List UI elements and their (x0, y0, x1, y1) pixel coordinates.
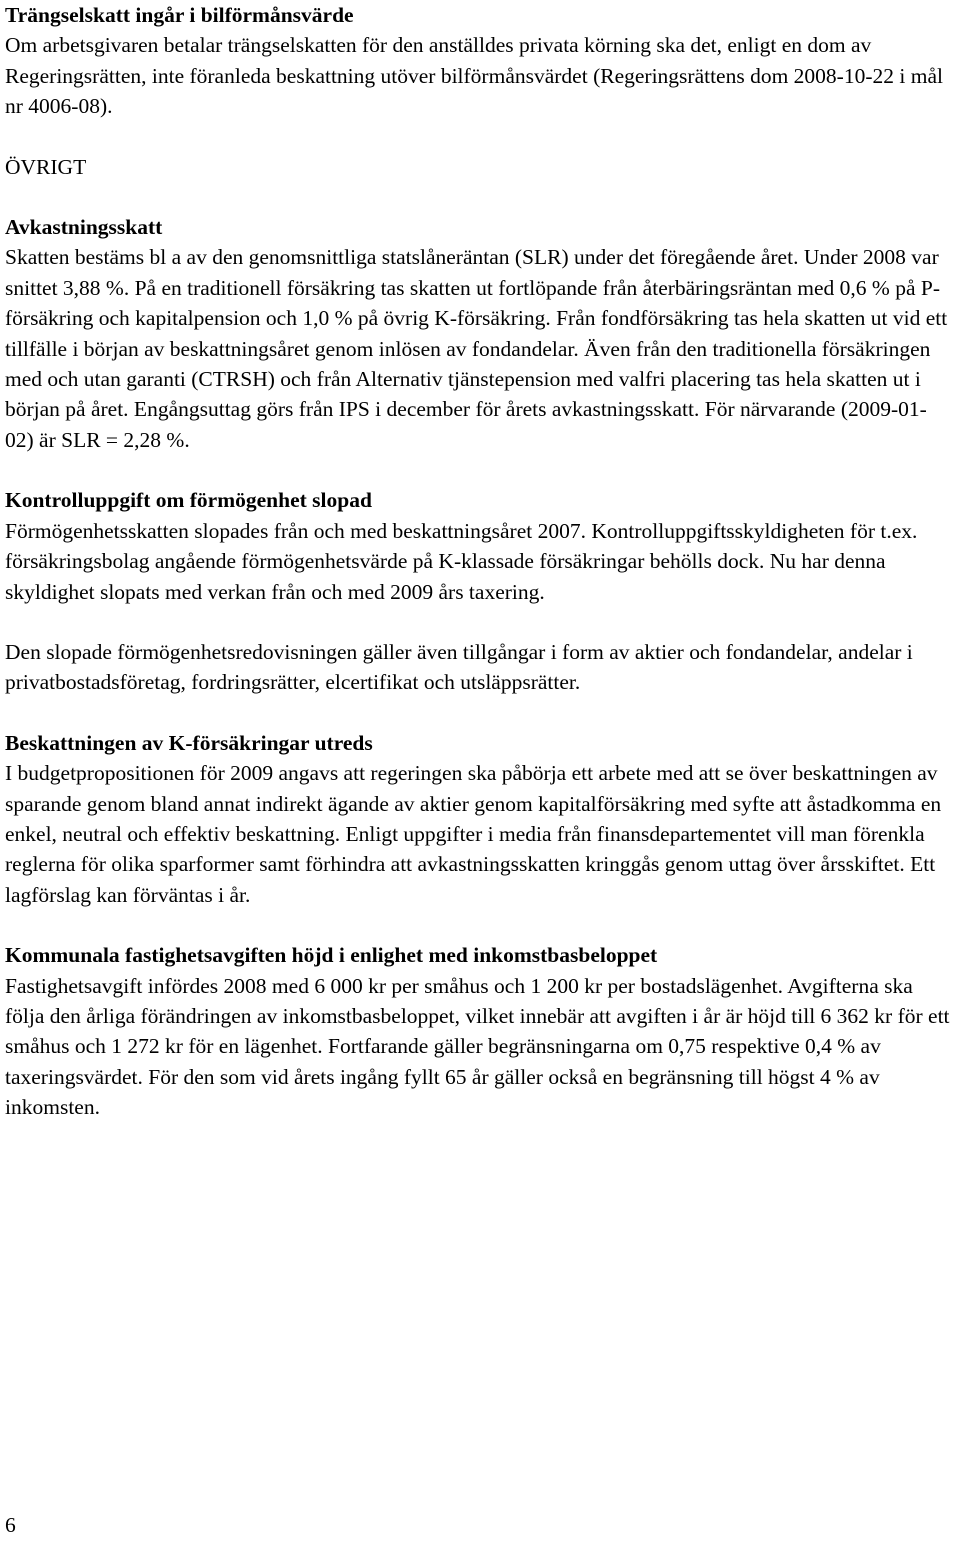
spacer (5, 698, 953, 728)
section-body: Fastighetsavgift infördes 2008 med 6 000 kr per småhus och 1 200 kr per bostadslägenhet. Avgifterna ska följa den årliga förändringen av inkomstbasbeloppet, vilket innebär att avgiften i år är höjd till 6 362 kr för ett småhus och 1 272 kr för en lägenhet. Fortfarande gäller begränsningarna om 0,75 respektive 0,4 % av taxeringsvärdet. För den som vid årets ingång fyllt 65 år gäller också en begränsning till högst 4 % av inkomsten. (5, 973, 950, 1120)
section-avkastningsskatt (5, 212, 953, 455)
section-trangselskatt (5, 0, 953, 122)
section-heading: Kontrolluppgift om förmögenhet slopad (5, 488, 372, 513)
section-beskattningen (5, 728, 953, 910)
spacer (5, 122, 953, 152)
spacer (5, 455, 953, 485)
section-body: Om arbetsgivaren betalar trängselskatten för den anställdes privata körning ska det, enligt en dom av Regeringsrätten, inte föranleda beskattning utöver bilförmånsvärdet (Regeringsrättens dom 2008-10-22 i mål nr 4006-08). (5, 33, 943, 119)
section-body: Skatten bestäms bl a av den genomsnittliga statslåneräntan (SLR) under det föregående året. Under 2008 var snittet 3,88 %. På en traditionell försäkring tas skatten ut fortlöpande från återbäringsräntan med 0,6 % på P-försäkring och kapitalpension och 1,0 % på övrig K-försäkring. Från fondförsäkring tas hela skatten ut vid ett tillfälle i början av beskattningsåret genom inlösen av fondandelar. Även från den traditionella försäkringen med och utan garanti (CTRSH) och från Alternativ tjänstepension med valfri placering tas hela skatten ut i början på året. Engångsuttag görs från IPS i december för årets avkastningsskatt. För närvarande (2009-01-02) är SLR = 2,28 %. (5, 245, 948, 452)
document-page (5, 0, 953, 1123)
section-heading: Kommunala fastighetsavgiften höjd i enlighet med inkomstbasbeloppet (5, 943, 658, 968)
section-heading: Beskattningen av K-försäkringar utreds (5, 730, 373, 755)
section-heading: Avkastningsskatt (5, 215, 163, 240)
section-body: Förmögenhetsskatten slopades från och med beskattningsåret 2007. Kontrolluppgiftsskyldigheten för t.ex. försäkringsbolag angående förmögenhetsvärde på K-klassade försäkringar behölls dock. Nu har denna skyldighet slopats med verkan från och med 2009 års taxering. (5, 518, 918, 604)
spacer (5, 607, 953, 637)
page-number: 6 (5, 1513, 16, 1537)
spacer (5, 910, 953, 940)
section-body-2: Den slopade förmögenhetsredovisningen gäller även tillgångar i form av aktier och fondandelar, andelar i privatbostadsföretag, fordringsrätter, elcertifikat och utsläppsrätter. (5, 639, 913, 695)
section-body: I budgetpropositionen för 2009 angavs att regeringen ska påbörja ett arbete med att se över beskattningen av sparande genom bland annat indirekt ägande av aktier genom kapitalförsäkring med syfte att åstadkomma en enkel, neutral och effektiv beskattning. Enligt uppgifter i media från finansdepartementet vill man förenkla reglerna för olika sparformer samt förhindra att avkastningsskatten kringgås genom uttag över årsskiftet. Ett lagförslag kan förväntas i år. (5, 761, 942, 907)
spacer (5, 182, 953, 212)
section-heading: Trängselskatt ingår i bilförmånsvärde (5, 3, 354, 27)
section-kontrolluppgift (5, 485, 953, 697)
section-ovrigt (5, 152, 953, 182)
section-heading: ÖVRIGT (5, 154, 87, 179)
section-fastighetsavgift (5, 940, 953, 1122)
